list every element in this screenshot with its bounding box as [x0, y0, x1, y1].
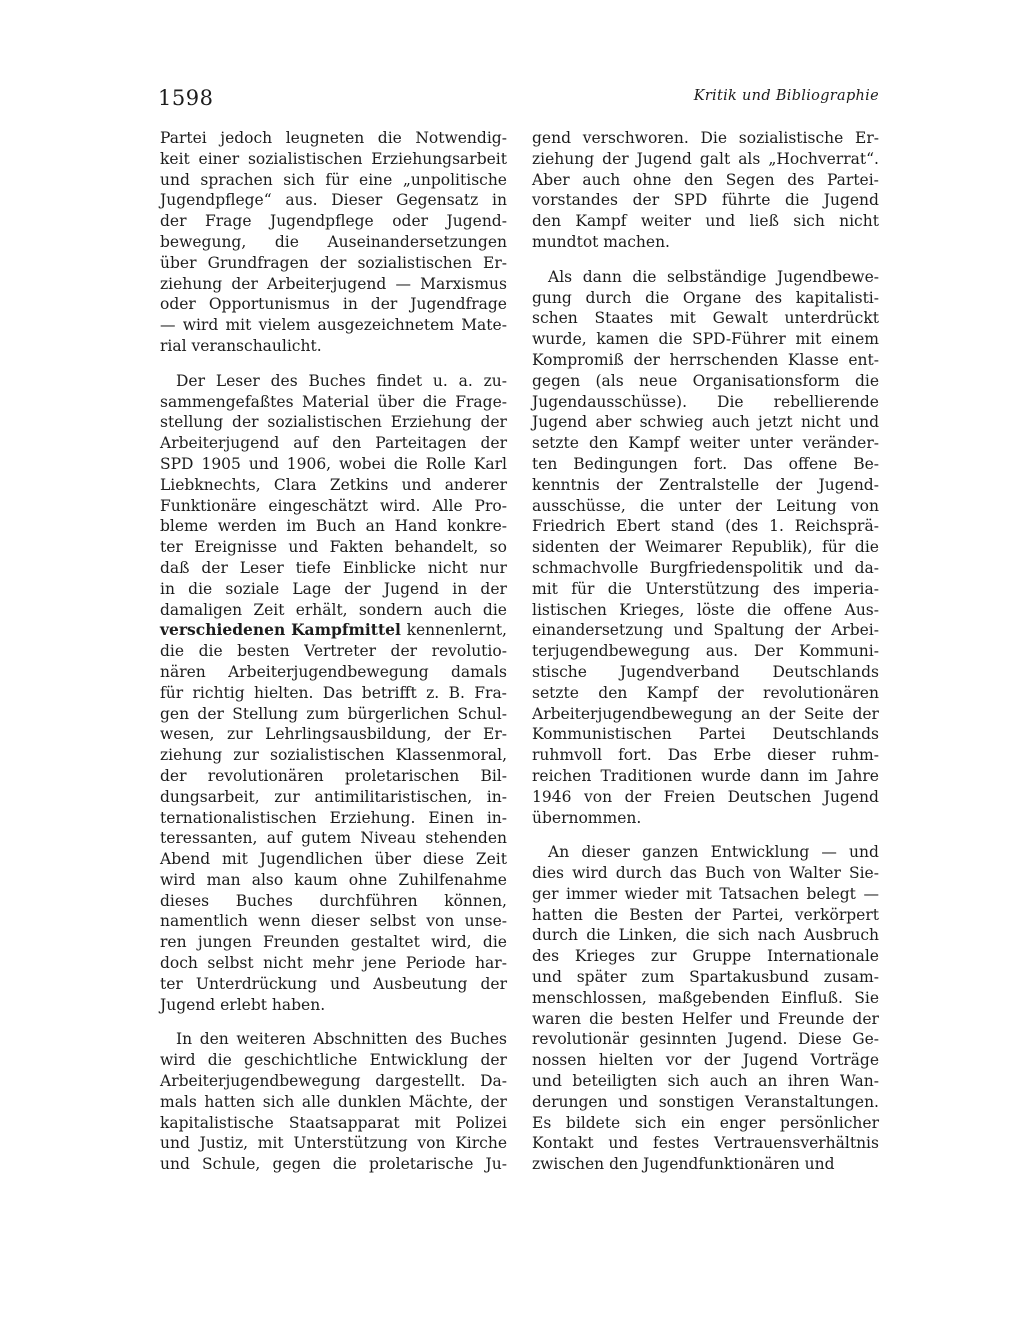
text-line: namentlich wenn dieser selbst von unse- [160, 912, 507, 931]
text-line: der Frage Jugendpflege oder Jugend- [160, 212, 507, 231]
text-line: durch die Linken, die sich nach Ausbruch [532, 926, 879, 945]
paragraph [160, 128, 507, 357]
text-line: in die soziale Lage der Jugend in der [160, 579, 507, 598]
paragraph [160, 1029, 507, 1175]
text-line: gung durch die Organe des kapitalisti- [532, 288, 879, 307]
text-line: für richtig hielten. Das betrifft z. B. Fra- [160, 683, 507, 702]
text-line: nossen hielten vor der Jugend Vorträge [532, 1051, 879, 1070]
running-head: Kritik und Bibliographie [693, 88, 879, 104]
text-line: Der Leser des Buches findet u. a. zu- [176, 371, 507, 390]
text-line: mundtot machen. [532, 232, 670, 251]
text-line: Aber auch ohne den Segen des Partei- [532, 170, 879, 189]
text-line: und beteiligten sich auch an ihren Wan- [532, 1072, 879, 1091]
text-line: daß der Leser tiefe Einblicke nicht nur [160, 558, 507, 577]
text-line: ter Ereignisse und Fakten behandelt, so [160, 538, 507, 557]
text-line: damaligen Zeit erhält, sondern auch die [160, 600, 507, 619]
text-line: ten Bedingungen fort. Das offene Be- [532, 454, 879, 473]
text-line: kapitalistische Staatsapparat mit Polizei [160, 1113, 507, 1132]
text-line: ausschüsse, die unter der Leitung von [532, 496, 879, 515]
text-line: Jugend aber schwieg auch jetzt nicht und [532, 413, 879, 432]
right-column [532, 128, 879, 1175]
text-line: schmachvolle Burgfriedenspolitik und da- [532, 558, 879, 577]
text-line: In den weiteren Abschnitten des Buches [176, 1030, 507, 1049]
text-line: ren jungen Freunden gestaltet wird, die [160, 933, 507, 952]
text-line: wird man also kaum ohne Zuhilfenahme [160, 870, 507, 889]
text-line: gen der Stellung zum bürgerlichen Schul- [160, 704, 507, 723]
text-line: listischen Krieges, löste die offene Aus- [532, 600, 879, 619]
text-line: ziehung zur sozialistischen Klassenmoral, [160, 746, 507, 765]
text-line: stische Jugendverband Deutschlands [532, 662, 879, 681]
text-line: menschlossen, maßgebenden Einfluß. Sie [532, 988, 879, 1007]
text-line: stellung der sozialistischen Erziehung der [160, 413, 507, 432]
text-line: waren die besten Helfer und Freunde der [532, 1009, 879, 1028]
paragraph [532, 842, 879, 1175]
text-line: dies wird durch das Buch von Walter Sie- [532, 864, 879, 883]
text-line: keit einer sozialistischen Erziehungsarbeit [160, 149, 507, 168]
text-line: Kompromiß der herrschenden Klasse ent- [532, 350, 879, 369]
page-number: 1598 [158, 86, 214, 110]
text-line: terjugendbewegung aus. Der Kommuni- [532, 642, 879, 661]
text-line: wird die geschichtliche Entwicklung der [160, 1051, 507, 1070]
text-line: und später zum Spartakusbund zusam- [532, 968, 879, 987]
text-line: doch selbst nicht mehr jene Periode har- [160, 954, 507, 973]
text-line: Jugendausschüsse). Die rebellierende [532, 392, 879, 411]
text-line: über Grundfragen der sozialistischen Er- [160, 253, 507, 272]
text-line: nären Arbeiterjugendbewegung damals [160, 662, 507, 681]
text-line: SPD 1905 und 1906, wobei die Rolle Karl [160, 454, 507, 473]
text-line: Als dann die selbständige Jugendbewe- [548, 267, 879, 286]
text-line: den Kampf weiter und ließ sich nicht [532, 212, 879, 231]
text-line: schen Staates mit Gewalt unterdrückt [532, 309, 879, 328]
text-line: mals hatten sich alle dunklen Mächte, der [160, 1092, 507, 1111]
text-line: ger immer wieder mit Tatsachen belegt — [532, 884, 879, 903]
text-line: zwischen den Jugendfunktionären und [532, 1155, 835, 1174]
text-line: die die besten Vertreter der revolutio- [160, 642, 507, 661]
text-line: dieses Buches durchführen können, [160, 891, 507, 910]
text-line: Funktionäre eingeschätzt wird. Alle Pro- [160, 496, 507, 515]
text-line: und sprachen sich für eine „unpolitische [160, 170, 507, 189]
text-line: kenntnis der Zentralstelle der Jugend- [532, 475, 879, 494]
text-line: und Schule, gegen die proletarische Ju- [160, 1155, 507, 1174]
text-line: Es bildete sich ein enger persönlicher [532, 1113, 879, 1132]
text-line: ziehung der Arbeiterjugend — Marxismus [160, 274, 507, 293]
text-line: derungen und sonstigen Veranstaltungen. [532, 1092, 879, 1111]
text-line: Partei jedoch leugneten die Notwendig- [160, 129, 507, 147]
text-line: ter Unterdrückung und Ausbeutung der [160, 974, 507, 993]
text-line: übernommen. [532, 808, 642, 827]
text-line: hatten die Besten der Partei, verkörpert [532, 905, 879, 924]
text-line: Friedrich Ebert stand (des 1. Reichsprä- [532, 517, 879, 536]
text-line: mit für die Unterstützung des imperia- [532, 579, 879, 598]
text-line: des Krieges zur Gruppe Internationale [532, 947, 879, 966]
text-line: An dieser ganzen Entwicklung — und [548, 843, 879, 862]
text-line: wesen, zur Lehrlingsausbildung, der Er- [160, 725, 507, 744]
text-line: teressanten, auf gutem Niveau stehenden [160, 829, 507, 848]
text-line: der revolutionären proletarischen Bil- [160, 766, 507, 785]
text-line: wurde, kamen die SPD-Führer mit einem [532, 330, 879, 349]
text-line: bewegung, die Auseinandersetzungen [160, 232, 507, 251]
text-line: sidenten der Weimarer Republik), für die [532, 538, 879, 557]
text-line: ternationalistischen Erziehung. Einen in- [160, 808, 507, 827]
paragraph [160, 371, 507, 1016]
text-line: ziehung der Jugend galt als „Hochverrat“. [532, 149, 879, 168]
text-line: Liebknechts, Clara Zetkins und anderer [160, 475, 507, 494]
text-line: oder Opportunismus in der Jugendfrage [160, 295, 507, 314]
text-line: 1946 von der Freien Deutschen Jugend [532, 787, 879, 806]
text-line: — wird mit vielem ausgezeichnetem Mate- [160, 316, 507, 335]
text-line: revolutionär gesinnten Jugend. Diese Ge- [532, 1030, 879, 1049]
left-column [160, 128, 507, 1175]
text-line: dungsarbeit, zur antimilitaristischen, in- [160, 787, 507, 806]
text-line: Abend mit Jugendlichen über diese Zeit [160, 850, 507, 869]
text-line: einandersetzung und Spaltung der Arbei- [532, 621, 879, 640]
text-line: reichen Traditionen wurde dann im Jahre [532, 766, 879, 785]
text-line: Jugend erlebt haben. [160, 995, 326, 1014]
text-line: gegen (als neue Organisationsform die [532, 371, 879, 390]
text-line: sammengefaßtes Material über die Frage- [160, 392, 507, 411]
text-line: ruhmvoll fort. Das Erbe dieser ruhm- [532, 746, 879, 765]
text-line: Arbeiterjugendbewegung an der Seite der [532, 704, 879, 723]
text-line: Jugendpflege“ aus. Dieser Gegensatz in [160, 191, 507, 210]
text-line: und Justiz, mit Unterstützung von Kirche [160, 1134, 507, 1153]
text-line: Arbeiterjugendbewegung dargestellt. Da- [160, 1072, 507, 1091]
paragraph [532, 267, 879, 829]
text-line: rial veranschaulicht. [160, 336, 322, 355]
text-line: Kommunistischen Partei Deutschlands [532, 725, 879, 744]
text-line: bleme werden im Buch an Hand konkre- [160, 517, 507, 536]
paragraph [532, 128, 879, 253]
text-line: Arbeiterjugend auf den Parteitagen der [160, 434, 507, 453]
text-line: setzte den Kampf der revolutionären [532, 683, 879, 702]
text-line: vorstandes der SPD führte die Jugend [532, 191, 879, 210]
text-line: setzte den Kampf weiter unter veränder- [532, 434, 879, 453]
text-line: verschiedenen Kampfmittel kennenlernt, [160, 620, 507, 640]
text-line: gend verschworen. Die sozialistische Er- [532, 129, 879, 147]
text-line: Kontakt und festes Vertrauensverhältnis [532, 1134, 879, 1153]
